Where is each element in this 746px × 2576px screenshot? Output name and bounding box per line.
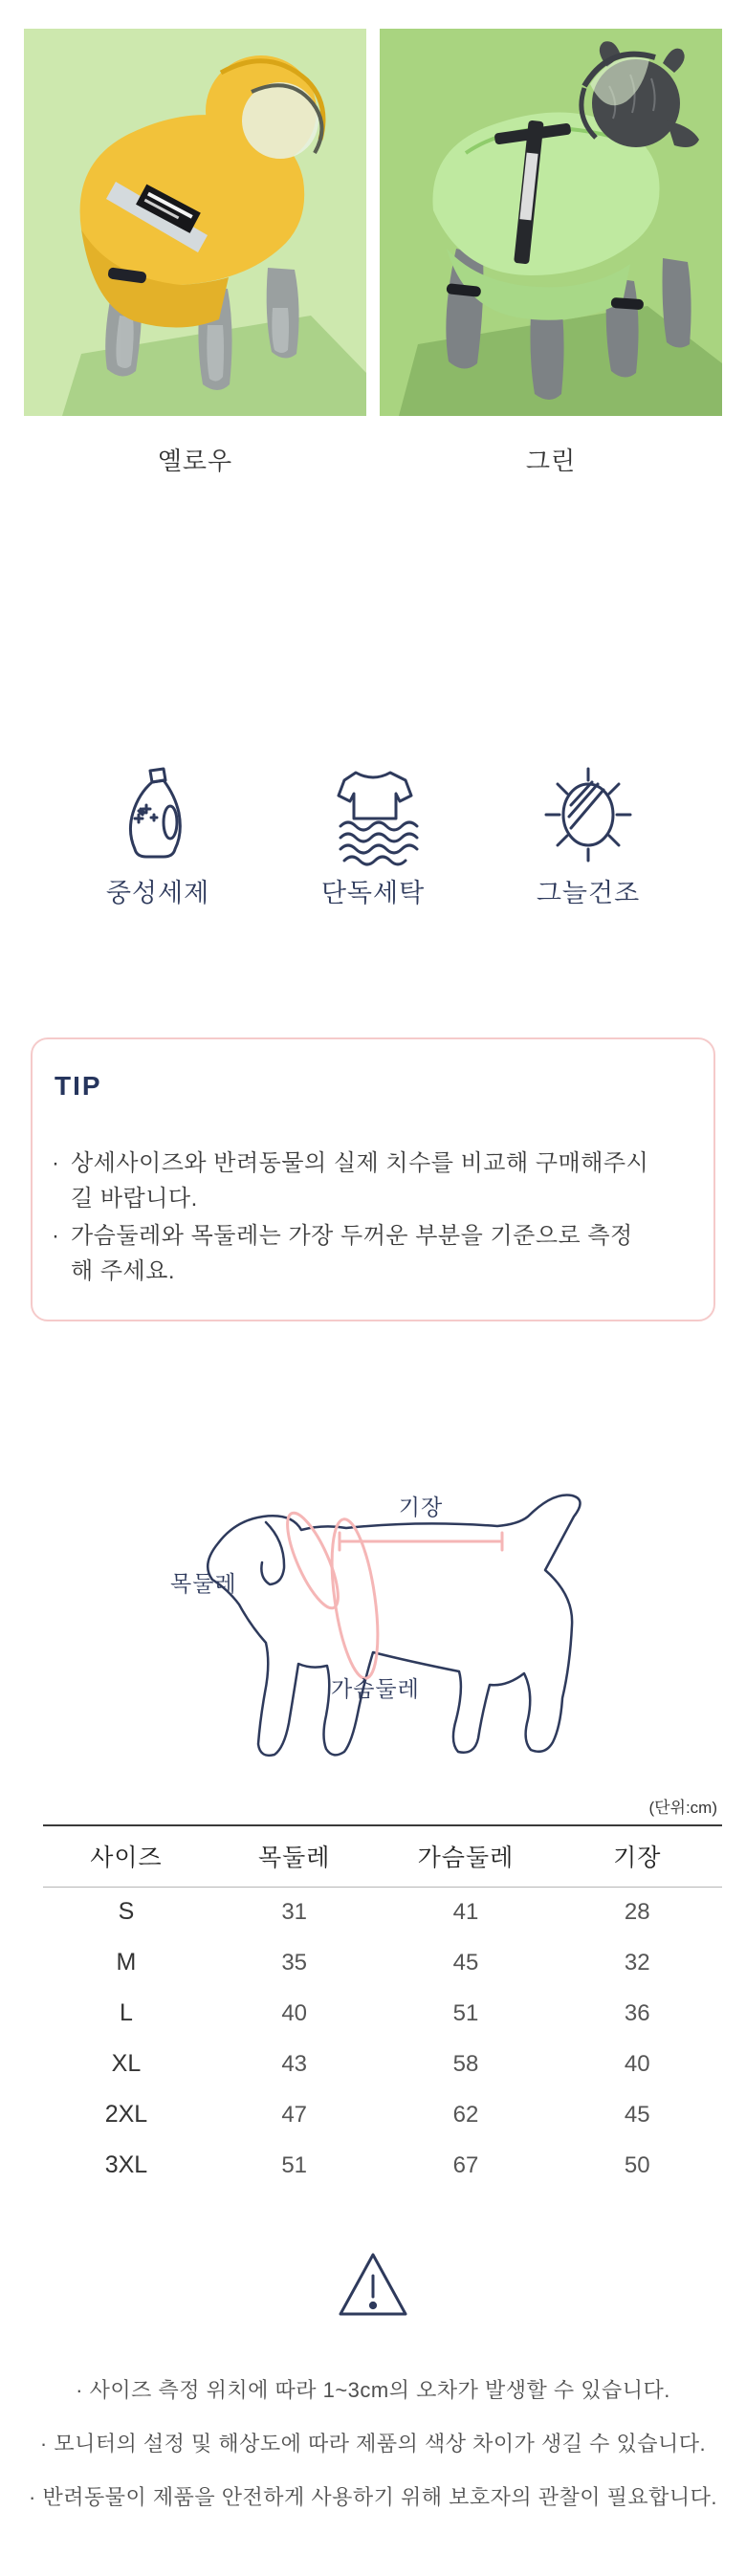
color-option-label-green: 그린 <box>525 447 577 475</box>
bullet-marker: · <box>52 1223 59 1249</box>
length-value: 36 <box>624 1999 650 2026</box>
neck-value: 51 <box>281 2151 308 2178</box>
size-table <box>43 1824 722 2191</box>
table-row <box>43 2089 722 2140</box>
neck-value: 43 <box>281 2050 308 2077</box>
length-value: 45 <box>624 2101 650 2128</box>
chest-value: 41 <box>452 1898 479 1925</box>
care-item-wash-separately <box>277 763 469 909</box>
col-header-size: 사이즈 <box>90 1845 163 1872</box>
table-row <box>43 2140 722 2191</box>
care-item-neutral-detergent <box>62 763 253 909</box>
length-value: 28 <box>624 1898 650 1925</box>
unit-note: (단위:cm) <box>648 1799 717 1817</box>
care-item-dry-in-shade <box>493 763 684 909</box>
tip-bullet-text: 상세사이즈와 반려동물의 실제 치수를 비교해 구매해주시길 바랍니다. <box>71 1150 649 1212</box>
table-row <box>43 2039 722 2089</box>
green-raincoat-dog-illustration <box>380 29 722 416</box>
neck-value: 47 <box>281 2101 308 2128</box>
warning-notes <box>0 2364 746 2524</box>
chest-value: 58 <box>452 2050 479 2077</box>
neck-value: 31 <box>281 1898 308 1925</box>
size-name: S <box>118 1898 135 1926</box>
size-name: L <box>120 1999 133 2026</box>
tshirt-wash-icon <box>277 763 469 866</box>
col-header-chest: 가슴둘레 <box>417 1845 515 1872</box>
length-value: 40 <box>624 2050 650 2077</box>
warning-line: · 반려동물이 제품을 안전하게 사용하기 위해 보호자의 관찰이 필요합니다. <box>29 2485 717 2509</box>
col-header-neck: 목둘레 <box>257 1845 331 1872</box>
shade-dry-icon <box>493 763 684 866</box>
warning-line: · 사이즈 측정 위치에 따라 1~3cm의 오차가 발생할 수 있습니다. <box>76 2378 670 2402</box>
table-row <box>43 1937 722 1988</box>
tip-bullet <box>52 1146 654 1216</box>
table-row <box>43 1988 722 2039</box>
size-name: 3XL <box>104 2151 148 2178</box>
dog-outline-drawing <box>96 1482 650 1807</box>
warning-line: · 모니터의 설정 및 해상도에 따라 제품의 색상 차이가 생길 수 있습니다. <box>39 2432 707 2456</box>
tip-title: TIP <box>55 1071 102 1101</box>
length-value: 32 <box>624 1949 650 1976</box>
size-name: M <box>116 1949 137 1976</box>
col-header-length: 기장 <box>613 1845 662 1872</box>
product-photo-yellow <box>24 29 366 416</box>
tip-bullet <box>52 1218 654 1289</box>
care-label: 중성세제 <box>105 879 210 907</box>
tip-bullet-text: 가슴둘레와 목둘레는 가장 두꺼운 부분을 기준으로 측정해 주세요. <box>71 1223 633 1284</box>
product-photo-green <box>380 29 722 416</box>
color-option-label-yellow: 옐로우 <box>157 447 233 475</box>
chest-value: 62 <box>452 2101 479 2128</box>
diagram-neck-label: 목둘레 <box>170 1571 237 1596</box>
warning-triangle-icon <box>335 2247 411 2324</box>
chest-value: 45 <box>452 1949 479 1976</box>
tip-bullet-list <box>52 1146 654 1291</box>
neck-value: 35 <box>281 1949 308 1976</box>
measurement-diagram <box>96 1482 650 1807</box>
detergent-bottle-icon <box>62 763 253 866</box>
bullet-marker: · <box>52 1150 59 1176</box>
chest-value: 51 <box>452 1999 479 2026</box>
table-row <box>43 1887 722 1937</box>
size-table-header-row <box>43 1825 722 1887</box>
yellow-raincoat-dog-illustration <box>24 29 366 416</box>
size-name: XL <box>111 2050 142 2077</box>
chest-value: 67 <box>452 2151 479 2178</box>
care-label: 단독세탁 <box>320 879 426 907</box>
diagram-chest-label: 가슴둘레 <box>331 1676 420 1701</box>
diagram-length-label: 기장 <box>398 1495 444 1519</box>
care-label: 그늘건조 <box>536 879 641 907</box>
neck-value: 40 <box>281 1999 308 2026</box>
length-value: 50 <box>624 2151 650 2178</box>
size-name: 2XL <box>104 2101 148 2128</box>
